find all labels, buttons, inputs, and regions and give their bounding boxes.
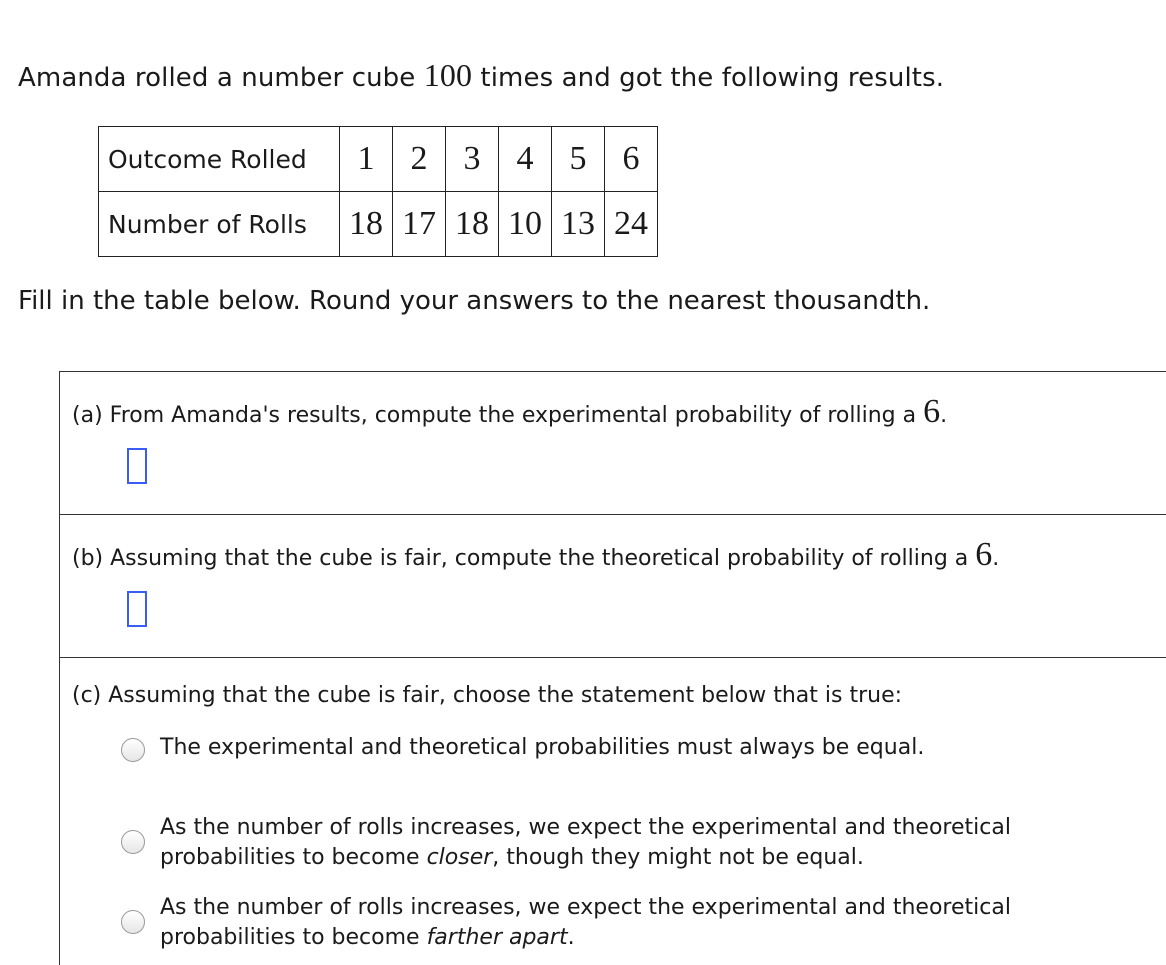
rolls-cell: 24 bbox=[605, 192, 658, 257]
option-farther-emphasis: farther apart bbox=[426, 925, 568, 950]
outcome-cell: 1 bbox=[340, 127, 393, 192]
part-c-text: Assuming that the cube is fair, choose the statement below that is true: bbox=[101, 683, 903, 708]
rolls-row-header: Number of Rolls bbox=[99, 192, 340, 257]
option-farther-text: probabilities to become bbox=[160, 925, 427, 950]
rolls-cell: 18 bbox=[340, 192, 393, 257]
part-b-value: 6 bbox=[975, 536, 993, 573]
instruction-text: Fill in the table below. Round your answers to the nearest thousandth. bbox=[18, 286, 931, 316]
rolls-cell: 17 bbox=[393, 192, 446, 257]
outcome-row bbox=[99, 127, 658, 192]
rolls-cell: 13 bbox=[552, 192, 605, 257]
option-farther-text-end: . bbox=[567, 925, 575, 950]
option-equal-radio[interactable] bbox=[121, 738, 145, 762]
option-farther-line1: As the number of rolls increases, we expect the experimental and theoretical bbox=[160, 895, 1011, 920]
outcome-cell: 5 bbox=[552, 127, 605, 192]
results-table bbox=[98, 126, 658, 257]
outcome-cell: 6 bbox=[605, 127, 658, 192]
problem-intro bbox=[18, 57, 944, 94]
part-b-period: . bbox=[992, 546, 1000, 571]
part-c-label: (c) bbox=[72, 683, 102, 708]
option-closer-emphasis: closer bbox=[426, 845, 493, 870]
part-a-section bbox=[59, 371, 1166, 516]
rolls-cell: 18 bbox=[446, 192, 499, 257]
option-closer-label[interactable] bbox=[160, 813, 1011, 873]
option-closer-line1: As the number of rolls increases, we expect the experimental and theoretical bbox=[160, 815, 1011, 840]
intro-text-start: Amanda rolled a number cube bbox=[18, 63, 424, 93]
part-b-section bbox=[59, 514, 1166, 659]
part-a-text: From Amanda's results, compute the experimental probability of rolling a bbox=[102, 403, 924, 428]
outcome-row-header: Outcome Rolled bbox=[99, 127, 340, 192]
part-b-text: Assuming that the cube is fair, compute the theoretical probability of rolling a bbox=[103, 546, 976, 571]
part-a-value: 6 bbox=[923, 393, 941, 430]
part-a-question bbox=[72, 393, 947, 431]
option-farther-line2 bbox=[160, 923, 1011, 953]
option-closer-line2 bbox=[160, 843, 1011, 873]
part-a-answer-input[interactable] bbox=[127, 448, 147, 484]
option-closer-radio[interactable] bbox=[121, 830, 145, 854]
rolls-cell: 10 bbox=[499, 192, 552, 257]
roll-count: 100 bbox=[423, 57, 473, 93]
part-c-question bbox=[72, 683, 902, 708]
outcome-cell: 2 bbox=[393, 127, 446, 192]
option-closer-text-end: , though they might not be equal. bbox=[492, 845, 864, 870]
option-equal-label[interactable]: The experimental and theoretical probabilities must always be equal. bbox=[160, 735, 925, 760]
part-b-question bbox=[72, 536, 999, 574]
part-b-answer-input[interactable] bbox=[127, 591, 147, 627]
outcome-cell: 3 bbox=[446, 127, 499, 192]
option-farther-radio[interactable] bbox=[121, 910, 145, 934]
option-closer-text: probabilities to become bbox=[160, 845, 427, 870]
rolls-row bbox=[99, 192, 658, 257]
part-b-label: (b) bbox=[72, 546, 104, 571]
intro-text-end: times and got the following results. bbox=[472, 63, 945, 93]
part-c-section bbox=[59, 657, 1166, 965]
outcome-cell: 4 bbox=[499, 127, 552, 192]
part-a-period: . bbox=[940, 403, 948, 428]
option-farther-label[interactable] bbox=[160, 893, 1011, 953]
part-a-label: (a) bbox=[72, 403, 103, 428]
